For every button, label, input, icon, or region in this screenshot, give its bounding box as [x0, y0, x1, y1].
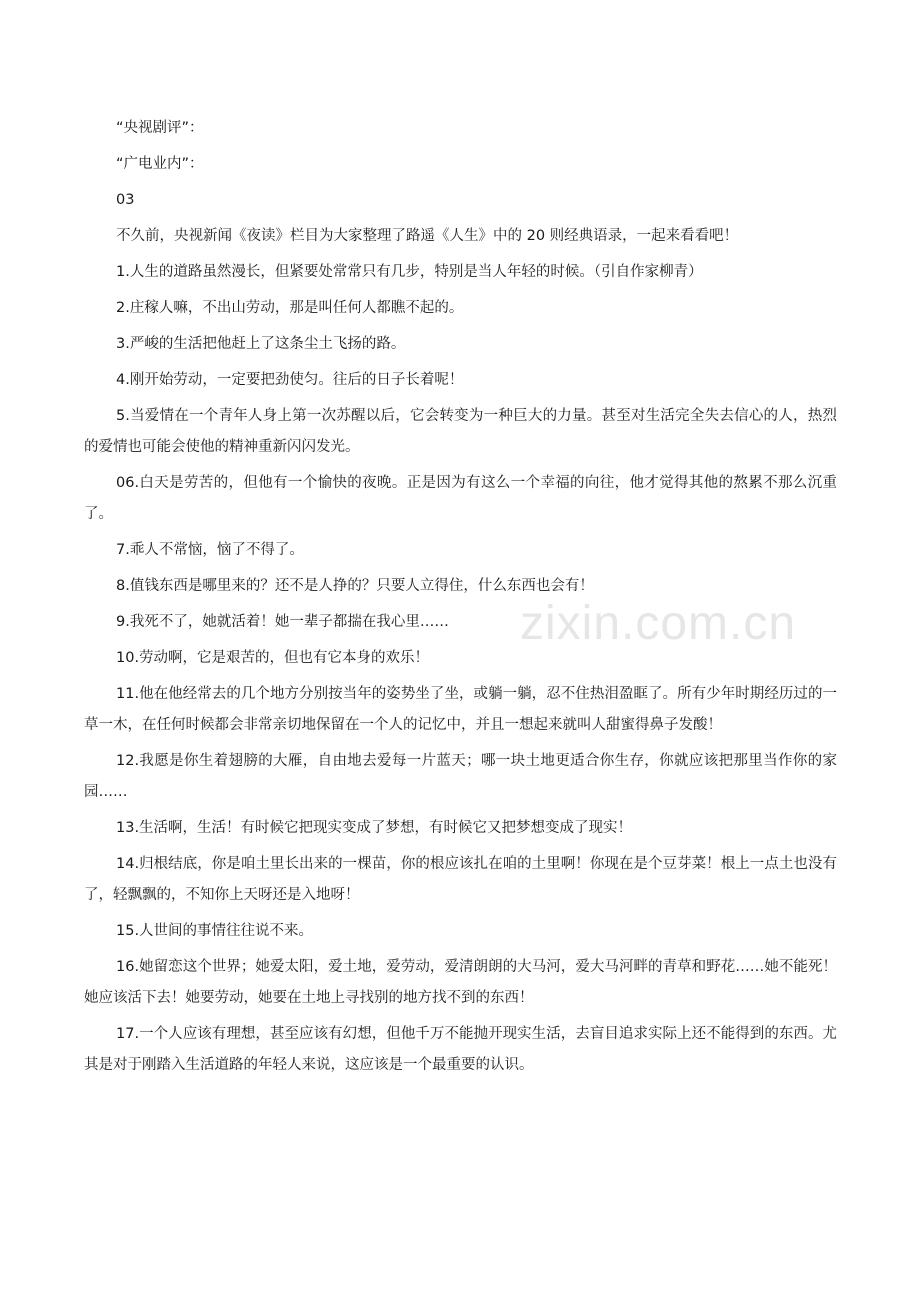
quote-item: 15.人世间的事情往往说不来。 [116, 923, 314, 939]
quote-item: 13.生活啊，生活！有时候它把现实变成了梦想，有时候它又把梦想变成了现实！ [116, 820, 633, 836]
document-body [84, 113, 837, 1086]
quote-item: 17.一个人应该有理想，甚至应该有幻想，但他千万不能抛开现实生活，去盲目追求实际上还不能得到的东西。尤其是对于刚踏入生活道路的年轻人来说，这应该是一个最重要的认识。 [84, 1026, 837, 1073]
quote-item: 4.刚开始劳动，一定要把劲使匀。往后的日子长着呢！ [116, 372, 464, 388]
quote-item: 14.归根结底，你是咱土里长出来的一棵苗，你的根应该扎在咱的土里啊！你现在是个豆芽菜！根上一点土也没有了，轻飘飘的，不知你上天呀还是入地呀！ [84, 856, 837, 903]
paragraph-intro: 不久前，央视新闻《夜读》栏目为大家整理了路遥《人生》中的 20 则经典语录，一起来看看吧！ [116, 228, 739, 244]
quote-item: 10.劳动啊，它是艰苦的，但也有它本身的欢乐！ [116, 650, 430, 666]
quote-item: 16.她留恋这个世界；她爱太阳，爱土地，爱劳动，爱清朗朗的大马河，爱大马河畔的青草和野花……她不能死！她应该活下去！她要劳动，她要在土地上寻找别的地方找不到的东西！ [84, 959, 837, 1006]
quote-item: 11.他在他经常去的几个地方分别按当年的姿势坐了坐，或躺一躺，忍不住热泪盈眶了。所有少年时期经历过的一草一木，在任何时候都会非常亲切地保留在一个人的记忆中，并且一想起来就叫人甜蜜得鼻子发酸！ [84, 686, 837, 733]
quote-item: 8.值钱东西是哪里来的？还不是人挣的？只要人立得住，什么东西也会有！ [116, 578, 594, 594]
quote-item: 2.庄稼人嘛，不出山劳动，那是叫任何人都瞧不起的。 [116, 300, 464, 316]
quote-item: 06.白天是劳苦的，但他有一个愉快的夜晚。正是因为有这么一个幸福的向往，他才觉得其他的熬累不那么沉重了。 [84, 475, 837, 522]
watermark: zixin.com.cn [520, 597, 797, 650]
quote-item: 5.当爱情在一个青年人身上第一次苏醒以后，它会转变为一种巨大的力量。甚至对生活完全失去信心的人，热烈的爱情也可能会使他的精神重新闪闪发光。 [84, 408, 837, 455]
paragraph-cctv-review: “央视剧评”： [116, 120, 204, 136]
quote-item: 12.我愿是你生着翅膀的大雁，自由地去爱每一片蓝天；哪一块土地更适合你生存，你就应该把那里当作你的家园…… [84, 753, 837, 800]
quote-item: 9.我死不了，她就活着！她一辈子都揣在我心里…… [116, 614, 449, 630]
quote-item: 1.人生的道路虽然漫长，但紧要处常常只有几步，特别是当人年轻的时候。（引自作家柳青） [116, 264, 703, 280]
paragraph-industry-insider: “广电业内”： [116, 156, 204, 172]
section-number: 03 [116, 192, 135, 208]
quote-item: 7.乖人不常恼，恼了不得了。 [116, 542, 304, 558]
quote-item: 3.严峻的生活把他赶上了这条尘土飞扬的路。 [116, 336, 406, 352]
